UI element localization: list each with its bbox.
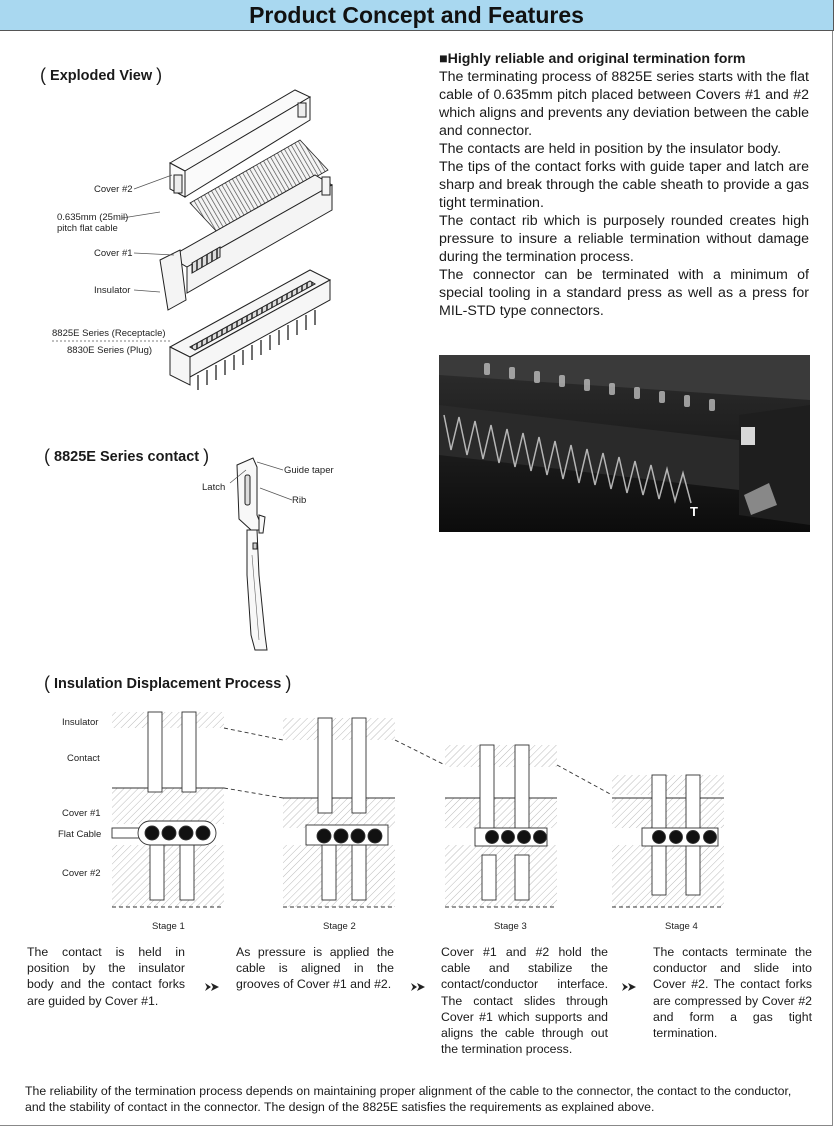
features-paragraph: The contacts are held in position by the insulator body.: [439, 141, 782, 157]
idp-contact-label: Contact: [67, 753, 100, 764]
stage1-label: Stage 1: [152, 921, 185, 932]
features-paragraph: The connector can be terminated with a minimum of special tooling in a standard press as well as a press for MIL-STD type connectors.: [439, 267, 809, 319]
features-paragraph: The tips of the contact forks with guide taper and latch are sharp and break through the cable sheath to provide a gas tight termination.: [439, 159, 809, 211]
idp-insulator-label: Insulator: [62, 717, 99, 728]
stage2-description: As pressure is applied the cable is aligned in the grooves of Cover #1 and #2.: [236, 945, 394, 992]
insulator-label: Insulator: [94, 285, 131, 296]
stage4-description: The contacts terminate the conductor and slide into Cover #2. The contact forks are compressed by Cover #2 and form a gas tight termination.: [653, 945, 812, 1041]
bracket-close-icon: ): [156, 65, 163, 85]
latch-label: Latch: [202, 482, 226, 493]
page-title: Product Concept and Features: [0, 0, 834, 31]
cable-label-line2: pitch flat cable: [57, 223, 118, 234]
bracket-close-icon: ): [203, 446, 210, 466]
contact-heading: ( 8825E Series contact ): [44, 446, 210, 466]
cable-label-line1: 0.635mm (25mil): [57, 212, 129, 223]
receptacle-label: 8825E Series (Receptacle): [52, 328, 166, 339]
stage1-diagram: [112, 712, 224, 907]
cover1-label: Cover #1: [94, 248, 133, 259]
stage2-diagram: [283, 718, 395, 907]
stage4-diagram: [612, 775, 724, 907]
bracket-open-icon: (: [44, 673, 50, 693]
bracket-open-icon: (: [44, 446, 50, 466]
guide-taper-label: Guide taper: [284, 465, 334, 476]
stage3-diagram: [445, 745, 557, 907]
features-paragraph: The contact rib which is purposely rounded creates high pressure to insure a reliable termination without damage during the termination process.: [439, 213, 809, 265]
arrow-right-icon: [621, 980, 637, 994]
cover2-label: Cover #2: [94, 184, 133, 195]
footer-note: The reliability of the termination process depends on maintaining proper alignment of the cable to the connector, the contact to the conductor, and the stability of contact in the connector. The design of the 8825E satisfies the requirements as explained above.: [25, 1084, 792, 1115]
stage3-label: Stage 3: [494, 921, 527, 932]
exploded-view-heading: ( Exploded View ): [40, 65, 163, 85]
bracket-close-icon: ): [285, 673, 292, 693]
plug-label: 8830E Series (Plug): [67, 345, 153, 356]
stage3-description: Cover #1 and #2 hold the cable and stabilize the contact/conductor interface. The contact slides through Cover #1 which supports and aligns the cable through out the termination process.: [441, 945, 608, 1057]
idp-flat-cable-label: Flat Cable: [58, 829, 102, 840]
stage4-label: Stage 4: [665, 921, 698, 932]
idp-cover2-label: Cover #2: [62, 868, 101, 879]
stage2-label: Stage 2: [323, 921, 356, 932]
arrow-right-icon: [410, 980, 426, 994]
idp-cover1-label: Cover #1: [62, 808, 101, 819]
bracket-open-icon: (: [40, 65, 46, 85]
stage1-description: The contact is held in position by the insulator body and the contact forks are guided by Cover #1.: [27, 945, 185, 1008]
photo-tag: T: [690, 504, 698, 519]
features-paragraph: The terminating process of 8825E series starts with the flat cable of 0.635mm pitch placed between Covers #1 and #2 which aligns and prevents any deviation between the cable and connector.: [439, 69, 809, 139]
arrow-right-icon: [204, 980, 220, 994]
rib-label: Rib: [292, 495, 307, 506]
idp-heading: ( Insulation Displacement Process ): [44, 673, 292, 693]
features-heading: ■Highly reliable and original termination form: [439, 51, 746, 67]
